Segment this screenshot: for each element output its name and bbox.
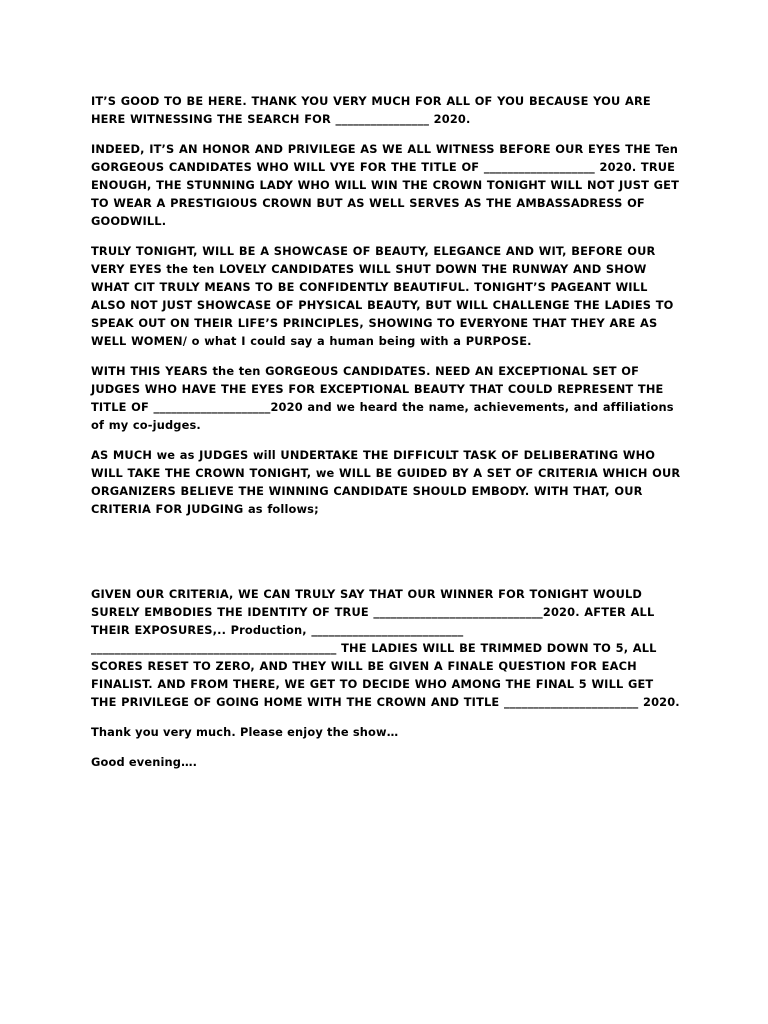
paragraph-judges: WITH THIS YEARS the ten GORGEOUS CANDIDATES. NEED AN EXCEPTIONAL SET OF JUDGES WHO HAVE THE EYES FOR EXCEPTIONAL BEAUTY THAT COULD REPRESENT THE TITLE OF ____________________2020 and we heard the name, achievements, and affiliations of my co-judges. <box>91 364 674 432</box>
document-page <box>91 92 681 783</box>
closing-greeting: Good evening…. <box>91 755 198 769</box>
criteria-blank-space <box>91 518 681 585</box>
paragraph-showcase: TRULY TONIGHT, WILL BE A SHOWCASE OF BEAUTY, ELEGANCE AND WIT, BEFORE OUR VERY EYES the ten LOVELY CANDIDATES WILL SHUT DOWN THE RUNWAY AND SHOW WHAT CIT TRULY MEANS TO BE CONFIDENTLY BEAUTIFUL. TONIGHT’S PAGEANT WILL ALSO NOT JUST SHOWCASE OF PHYSICAL BEAUTY, BUT WILL CHALLENGE THE LADIES TO SPEAK OUT ON THEIR LIFE’S PRINCIPLES, SHOWING TO EVERYONE THAT THEY ARE AS WELL WOMEN/ o what I could say a human being with a PURPOSE. <box>91 244 674 348</box>
paragraph-candidates: INDEED, IT’S AN HONOR AND PRIVILEGE AS WE ALL WITNESS BEFORE OUR EYES THE Ten GORGEOUS CANDIDATES WHO WILL VYE FOR THE TITLE OF ___________________ 2020. TRUE ENOUGH, THE STUNNING LADY WHO WILL WIN THE CROWN TONIGHT WILL NOT JUST GET TO WEAR A PRESTIGIOUS CROWN BUT AS WELL SERVES AS THE AMBASSADRESS OF GOODWILL. <box>91 142 680 228</box>
paragraph-winner: GIVEN OUR CRITERIA, WE CAN TRULY SAY THAT OUR WINNER FOR TONIGHT WOULD SURELY EMBODIES THE IDENTITY OF TRUE _____________________________2020. AFTER ALL THEIR EXPOSURES,.. Production, __________________________ __________________________________________ THE LADIES WILL BE TRIMMED DOWN TO 5, ALL SCORES RESET TO ZERO, AND THEY WILL BE GIVEN A FINALE QUESTION FOR EACH FINALIST. AND FROM THERE, WE GET TO DECIDE WHO AMONG THE FINAL 5 WILL GET THE PRIVILEGE OF GOING HOME WITH THE CROWN AND TITLE _______________________ 2020. <box>91 587 680 709</box>
paragraph-welcome: IT’S GOOD TO BE HERE. THANK YOU VERY MUCH FOR ALL OF YOU BECAUSE YOU ARE HERE WITNESSING THE SEARCH FOR ________________ 2020. <box>91 94 651 126</box>
closing-thanks: Thank you very much. Please enjoy the show… <box>91 725 399 739</box>
paragraph-criteria-intro: AS MUCH we as JUDGES will UNDERTAKE THE DIFFICULT TASK OF DELIBERATING WHO WILL TAKE THE CROWN TONIGHT, we WILL BE GUIDED BY A SET OF CRITERIA WHICH OUR ORGANIZERS BELIEVE THE WINNING CANDIDATE SHOULD EMBODY. WITH THAT, OUR CRITERIA FOR JUDGING as follows; <box>91 448 681 516</box>
